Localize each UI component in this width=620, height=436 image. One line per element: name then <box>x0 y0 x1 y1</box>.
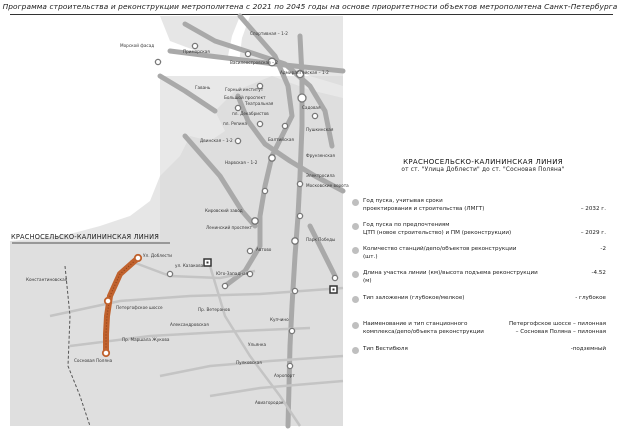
label-admiralteyskaya: Адмиралтейская – 1-2 <box>280 70 329 75</box>
label-konstantinovskaya: Константиновская <box>26 277 68 282</box>
page-title: Программа строительства и реконструкции метрополитена с 2021 по 2045 годы на основе приоритетности объектов метрополитена Санкт-Петербурга <box>2 2 618 11</box>
label-pulkovo: Пулковская <box>236 360 262 365</box>
label-sportivnaya: Спортивная – 1-2 <box>250 31 288 36</box>
label-aeroport: Аэропорт <box>274 373 295 378</box>
row-bullet <box>352 347 359 354</box>
label-gavan: Гавань <box>195 85 211 90</box>
label-avtovo: Автово <box>256 247 272 252</box>
label-gorny: Горный институт <box>225 87 264 92</box>
station-petergofskoe-marker <box>105 298 111 304</box>
label-petergofskoe: Петергофское шоссе <box>116 305 163 310</box>
label-morskoy-fasad: Морской фасад <box>120 43 155 48</box>
station-sosnovaya-marker <box>103 350 109 356</box>
info-subheading: от ст. "Улица Доблести" до ст. "Сосновая Поляна" <box>401 167 565 174</box>
row-bullet <box>352 271 359 278</box>
label-ul-doblesti: Ул. Доблести <box>143 253 173 258</box>
label-frunzenskaya: Фрунзенская <box>306 153 335 158</box>
label-kirovsky-zavod: Кировский завод <box>205 208 243 213</box>
info-heading: КРАСНОСЕЛЬСКО-КАЛИНИНСКАЯ ЛИНИЯ <box>403 158 563 166</box>
label-park-pobedy: Парк Победы <box>306 237 336 242</box>
info-panel <box>352 158 614 173</box>
label-aleksandrovskaya: Александровская <box>170 322 209 327</box>
label-moskovskie-vorota: Московские ворота <box>306 183 349 188</box>
district-shade-south <box>10 241 160 426</box>
label-ulyanka: Ульянка <box>248 342 267 347</box>
line-callout-label: КРАСНОСЕЛЬСКО-КАЛИНИНСКАЯ ЛИНИЯ <box>11 233 159 241</box>
row-bullet <box>352 322 359 329</box>
label-elektrosila: Электросила <box>306 173 335 178</box>
label-leninsky-prosp: Ленинский проспект <box>206 225 253 230</box>
label-narvskaya: Нарвская – 1-2 <box>225 160 258 165</box>
station-ul-doblesti-marker <box>135 255 141 261</box>
depot-marker-2 <box>207 262 209 264</box>
row-bullet <box>352 199 359 206</box>
label-sadovaya: Садовая <box>302 105 321 110</box>
row-bullet <box>352 247 359 254</box>
label-bolshoy-prosp: Большой проспект <box>224 95 266 100</box>
label-teatralnaya: Театральная <box>245 101 274 106</box>
label-pushkinskaya: Пушкинская <box>306 127 334 132</box>
label-zhukova: Пр. Маршала Жукова <box>122 337 170 342</box>
label-primorskaya: Приморская <box>183 49 210 54</box>
label-pl-repina: пл. Репина <box>223 121 247 126</box>
label-dvinskaya: Двинская – 1-2 <box>200 138 233 143</box>
label-dekabristov: пл. Декабристов <box>232 111 269 116</box>
title-divider <box>10 14 613 15</box>
label-yugo-zapadnaya: Юго-Западная <box>216 271 249 276</box>
label-aviagorodok: Авиагородок <box>255 400 284 405</box>
row-bullet <box>352 223 359 230</box>
label-kupchino: Купчино <box>270 317 289 322</box>
metro-map <box>10 16 349 426</box>
label-vasileostrovskaya: Василеостровская – 2 <box>230 60 279 65</box>
depot-marker-b2 <box>333 289 335 291</box>
map-drawing <box>10 16 343 426</box>
label-baltiyskaya: Балтийская <box>268 137 294 142</box>
label-sosnovaya: Сосновая Поляна <box>74 358 113 363</box>
label-prosp-veteranov: Пр. Ветеранов <box>198 307 230 312</box>
label-kazakova: ул. Казакова <box>175 263 204 268</box>
row-bullet <box>352 296 359 303</box>
